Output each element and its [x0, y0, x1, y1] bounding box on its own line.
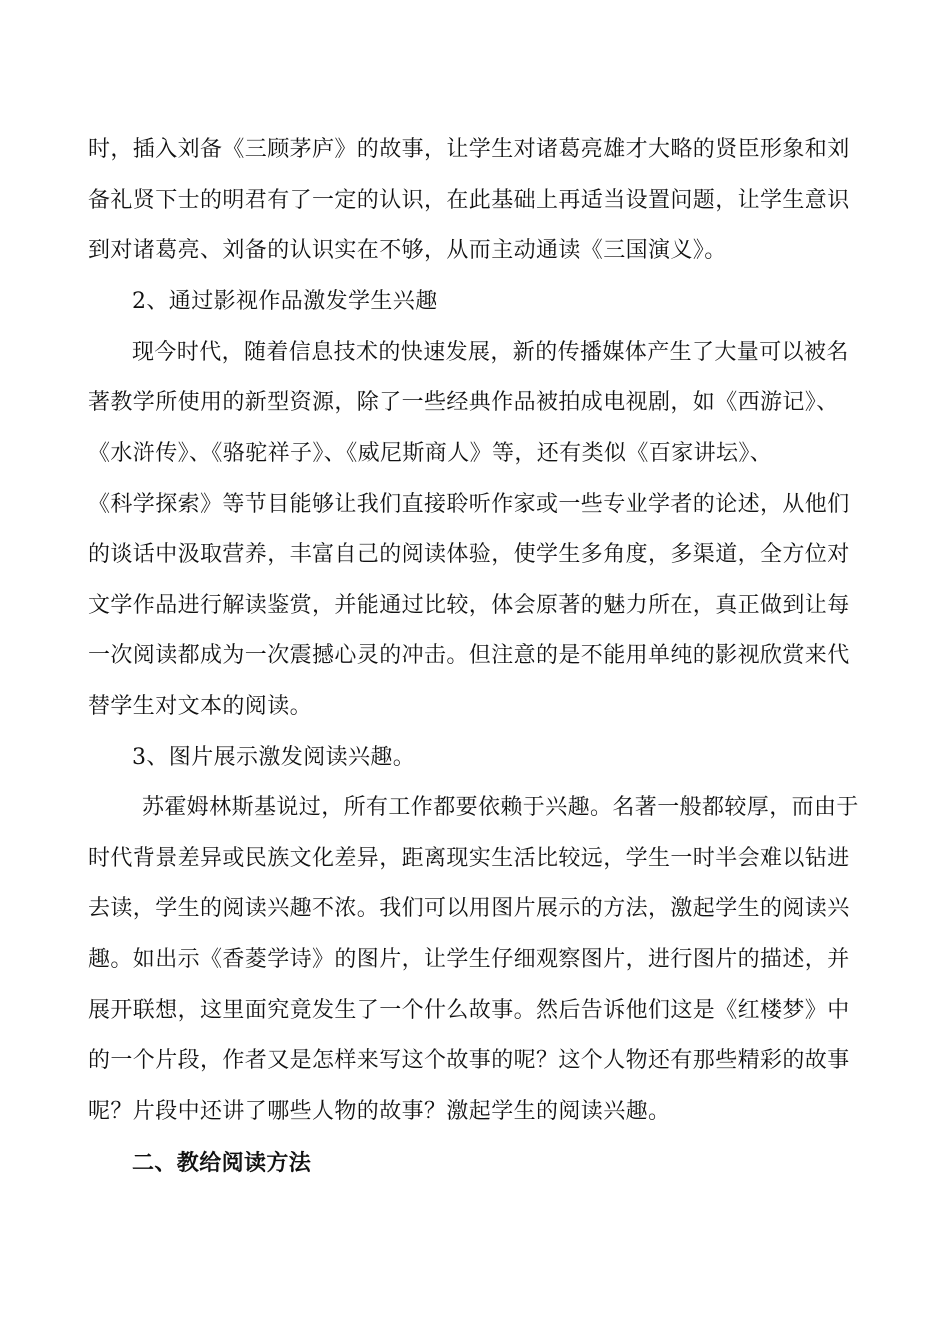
- section-heading-2: 2、通过影视作品激发学生兴趣: [132, 289, 438, 314]
- paragraph-line-2: 备礼贤下士的明君有了一定的认识，在此基础上再适当设置问题，让学生意识: [88, 188, 850, 213]
- paragraph-line-10: 文学作品进行解读鉴赏，并能通过比较，体会原著的魅力所在，真正做到让每: [88, 593, 850, 618]
- paragraph-line-17: 趣。如出示《香菱学诗》的图片，让学生仔细观察图片，进行图片的描述，并: [88, 947, 850, 972]
- paragraph-line-3: 到对诸葛亮、刘备的认识实在不够，从而主动通读《三国演义》。: [88, 238, 727, 263]
- paragraph-line-12: 替学生对文本的阅读。: [88, 694, 313, 719]
- paragraph-line-18: 展开联想，这里面究竟发生了一个什么故事。然后告诉他们这是《红楼梦》中: [88, 998, 850, 1023]
- section-heading-3: 3、图片展示激发阅读兴趣。: [132, 745, 416, 770]
- paragraph-line-11: 一次阅读都成为一次震撼心灵的冲击。但注意的是不能用单纯的影视欣赏来代: [88, 643, 850, 668]
- paragraph-line-14: 苏霍姆林斯基说过，所有工作都要依赖于兴趣。名著一般都较厚，而由于: [142, 795, 859, 820]
- paragraph-line-8: 《科学探索》等节目能够让我们直接聆听作家或一些专业学者的论述，从他们: [88, 492, 850, 517]
- paragraph-line-19: 的一个片段，作者又是怎样来写这个故事的呢？这个人物还有那些精彩的故事: [88, 1048, 850, 1073]
- chapter-heading: 二、教给阅读方法: [132, 1150, 312, 1176]
- paragraph-line-1: 时，插入刘备《三顾茅庐》的故事，让学生对诸葛亮雄才大略的贤臣形象和刘: [88, 137, 850, 162]
- paragraph-line-16: 去读，学生的阅读兴趣不浓。我们可以用图片展示的方法，激起学生的阅读兴: [88, 896, 850, 921]
- paragraph-line-5: 现今时代，随着信息技术的快速发展，新的传播媒体产生了大量可以被名: [132, 340, 849, 365]
- paragraph-line-7: 《水浒传》、《骆驼祥子》、《威尼斯商人》等，还有类似《百家讲坛》、: [88, 441, 773, 466]
- paragraph-line-20: 呢？片段中还讲了哪些人物的故事？激起学生的阅读兴趣。: [88, 1099, 671, 1124]
- paragraph-line-15: 时代背景差异或民族文化差异，距离现实生活比较远，学生一时半会难以钻进: [88, 846, 850, 871]
- paragraph-line-9: 的谈话中汲取营养，丰富自己的阅读体验，使学生多角度，多渠道，全方位对: [88, 542, 850, 567]
- paragraph-line-6: 著教学所使用的新型资源，除了一些经典作品被拍成电视剧，如《西游记》、: [88, 390, 839, 415]
